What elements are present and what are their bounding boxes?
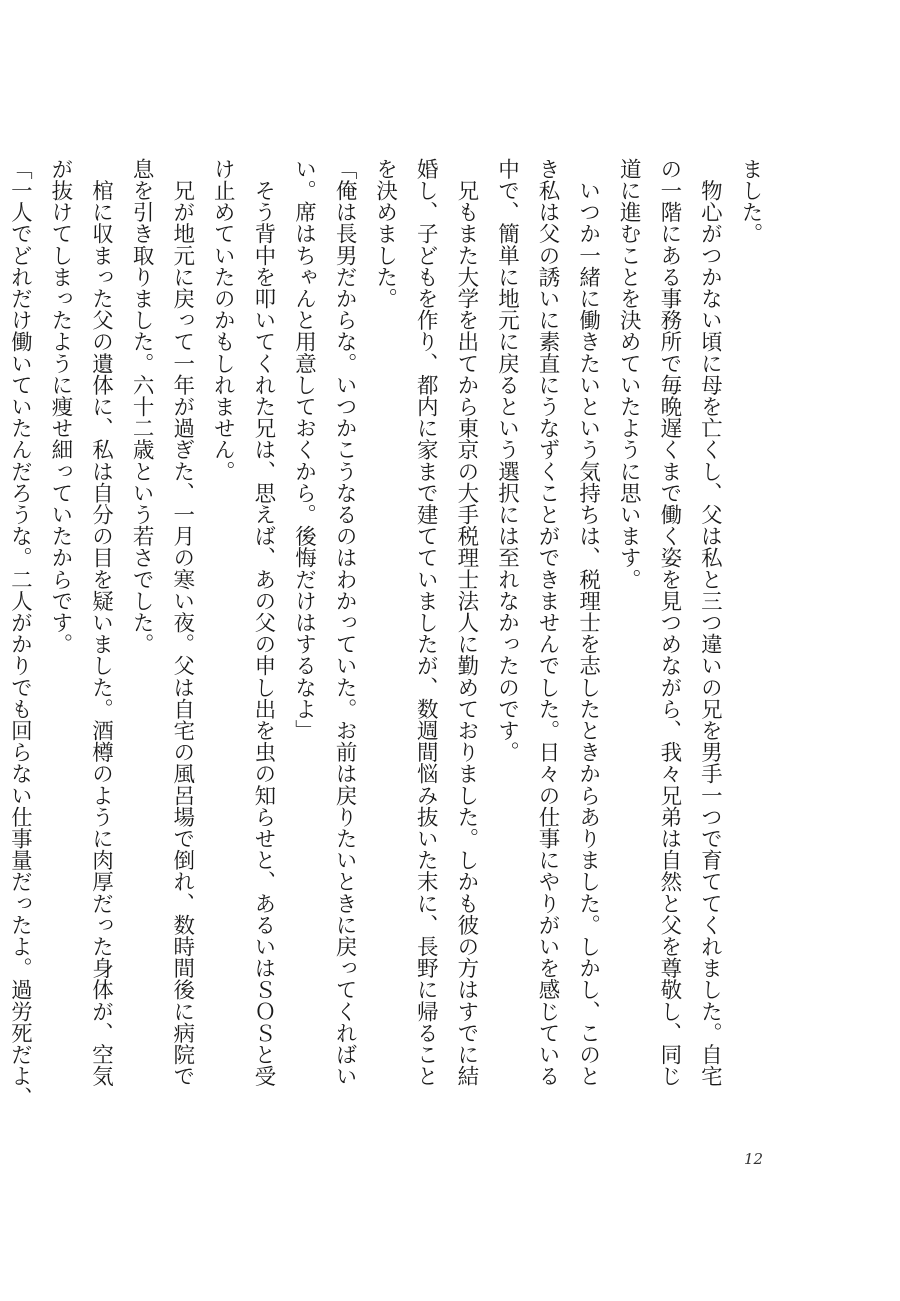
vertical-text-body <box>7 158 770 1138</box>
text-line: そう背中を叩いてくれた兄は、思えば、あの父の申し出を虫の知らせと、あるいはＳＯＳと受 <box>250 158 276 1087</box>
page-number: 12 <box>744 1150 764 1168</box>
text-line: いつか一緒に働きたいという気持ちは、税理士を志したときからありました。しかし、このと <box>575 158 601 1087</box>
text-line: ました。 <box>738 158 763 245</box>
text-line: 息を引き取りました。六十二歳という若さでした。 <box>129 158 155 655</box>
text-line: 物心がつかない頃に母を亡くし、父は私と三つ違いの兄を男手一つで育ててくれました。自宅 <box>697 158 723 1087</box>
text-line: 道に進むことを決めていたように思います。 <box>616 158 642 590</box>
text-line: い。席はちゃんと用意しておくから。後悔だけはするなよ」 <box>291 158 317 742</box>
text-line: 兄が地元に戻って一年が過ぎた、一月の寒い夜。父は自宅の風呂場で倒れ、数時間後に病院で <box>169 158 195 1087</box>
text-line: が抜けてしまったように痩せ細っていたからです。 <box>47 158 73 655</box>
text-line: 婚し、子どもを作り、都内に家まで建てていましたが、数週間悩み抜いた末に、長野に帰ること <box>413 158 439 1087</box>
text-line: き私は父の誘いに素直にうなずくことができませんでした。日々の仕事にやりがいを感じている <box>535 158 561 1087</box>
text-line: 棺に収まった父の遺体に、私は自分の目を疑いました。酒樽のように肉厚だった身体が、空気 <box>88 158 114 1087</box>
text-line: 中で、簡単に地元に戻るという選択には至れなかったのです。 <box>494 158 520 763</box>
text-line: を決めました。 <box>372 158 398 310</box>
text-line: 兄もまた大学を出てから東京の大手税理士法人に勤めておりました。しかも彼の方はすでに結 <box>453 158 479 1087</box>
text-line: 「一人でどれだけ働いていたんだろうな。二人がかりでも回らない仕事量だったよ。過労死だよ、 <box>7 158 33 1109</box>
text-line: の一階にある事務所で毎晩遅くまで働く姿を見つめながら、我々兄弟は自然と父を尊敬し、同じ <box>656 158 682 1087</box>
text-line: 「俺は長男だからな。いつかこうなるのはわかっていた。お前は戻りたいときに戻ってくればい <box>332 158 358 1087</box>
text-line: け止めていたのかもしれません。 <box>210 158 236 482</box>
